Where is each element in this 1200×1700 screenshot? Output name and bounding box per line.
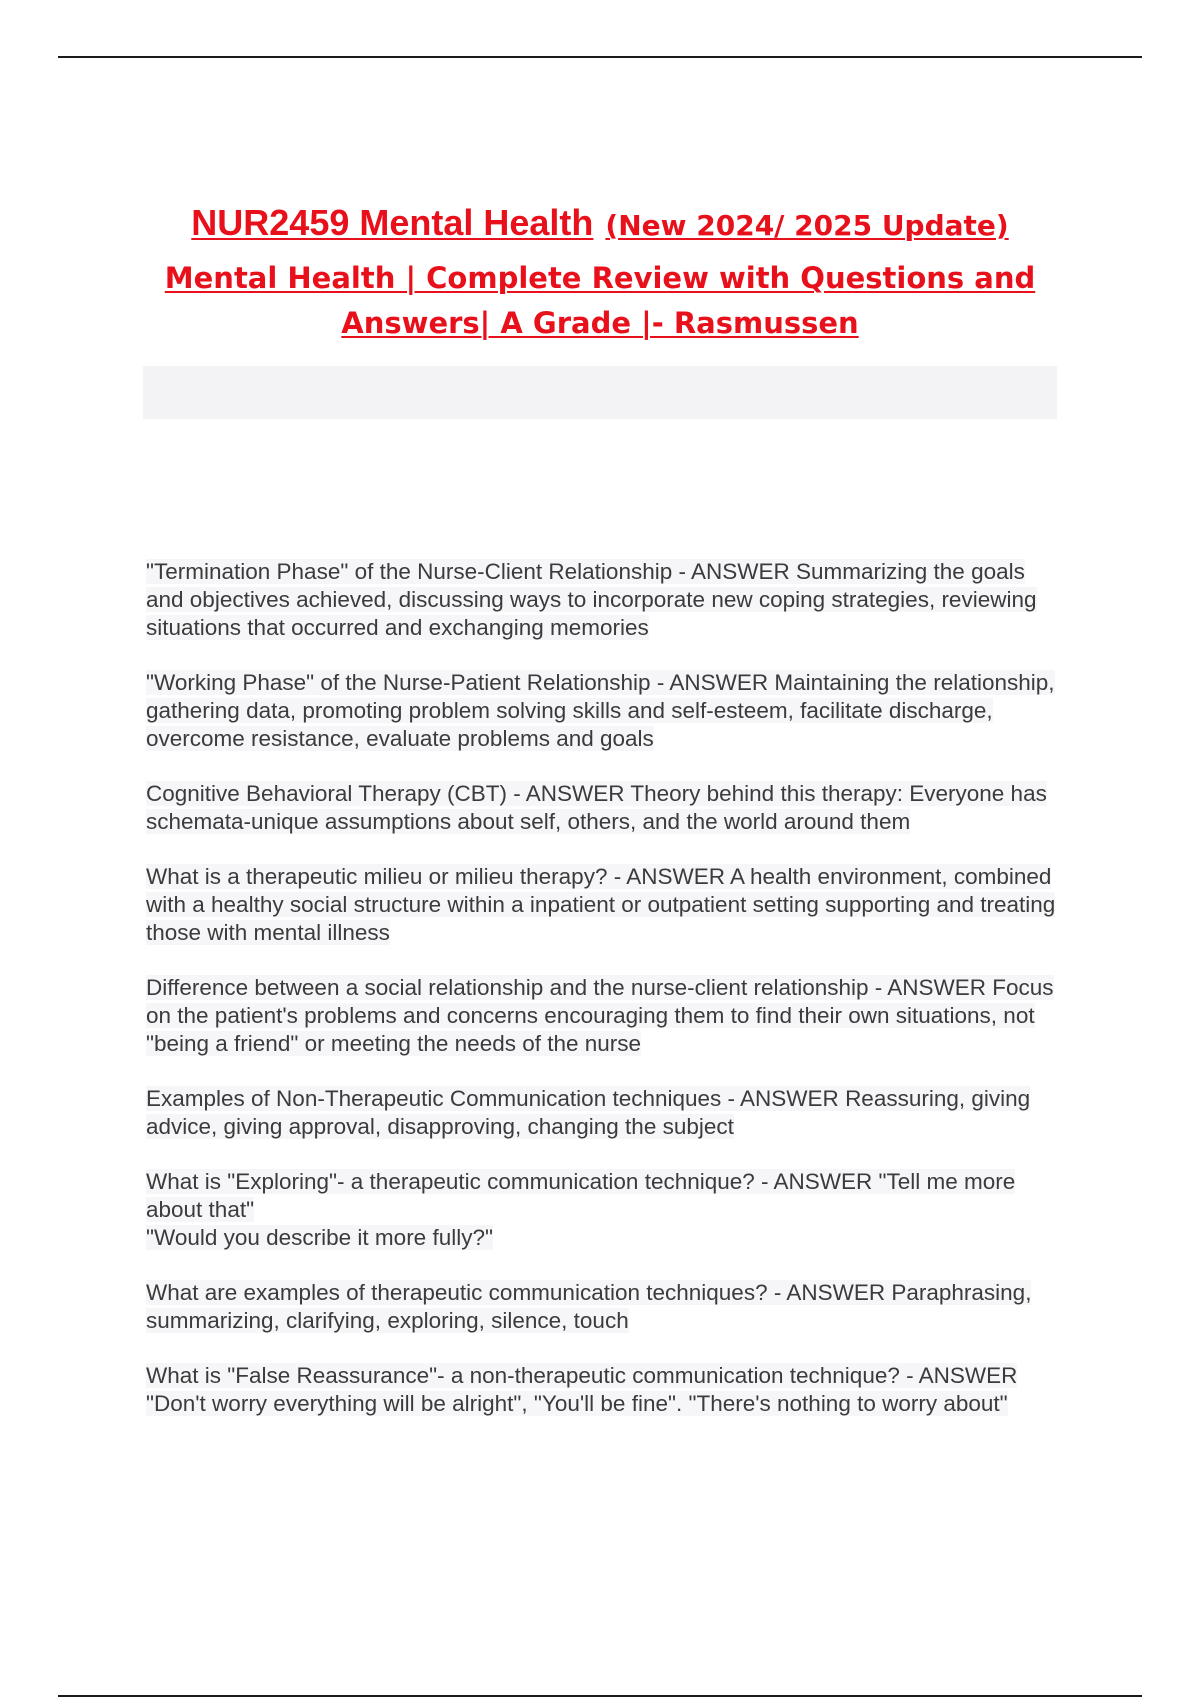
title-update-note: (New 2024/ 2025 Update) <box>605 209 1009 242</box>
qa-answer: Theory behind this therapy: Everyone has schemata-unique assumptions about self, others, and the world around them <box>146 781 1047 834</box>
qa-item-exploring <box>146 1168 1066 1252</box>
qa-item-termination-phase <box>146 558 1066 642</box>
bottom-rule <box>58 1695 1142 1697</box>
qa-answer: "Tell me more about that" "Would you describe it more fully?" <box>146 1169 1016 1250</box>
qa-item-social-vs-nurse-relationship <box>146 974 1066 1058</box>
document-title <box>100 198 1100 346</box>
title-line-3: Answers| A Grade |- Rasmussen <box>341 306 859 340</box>
qa-answer: Paraphrasing, summarizing, clarifying, exploring, silence, touch <box>146 1280 1032 1333</box>
qa-question: "Termination Phase" of the Nurse-Client Relationship - ANSWER <box>146 559 796 584</box>
qa-list <box>146 558 1066 1445</box>
qa-answer: Focus on the patient's problems and concerns encouraging them to find their own situations, not "being a friend" or meeting the needs of the nurse <box>146 975 1054 1056</box>
title-line-2: Mental Health | Complete Review with Questions and <box>164 261 1036 295</box>
qa-question: Examples of Non-Therapeutic Communication techniques - ANSWER <box>146 1086 846 1111</box>
qa-question: Difference between a social relationship and the nurse-client relationship - ANSWER <box>146 975 993 1000</box>
qa-answer: Maintaining the relationship, gathering data, promoting problem solving skills and self-esteem, facilitate discharge, overcome resistance, evaluate problems and goals <box>146 670 1055 751</box>
qa-item-false-reassurance <box>146 1362 1066 1418</box>
qa-item-cbt <box>146 780 1066 836</box>
qa-answer: Summarizing the goals and objectives achieved, discussing ways to incorporate new coping strategies, reviewing situations that occurred and exchanging memories <box>146 559 1037 640</box>
qa-item-therapeutic-examples <box>146 1279 1066 1335</box>
qa-question: What are examples of therapeutic communication techniques? - ANSWER <box>146 1280 892 1305</box>
qa-item-milieu-therapy <box>146 863 1066 947</box>
qa-item-working-phase <box>146 669 1066 753</box>
qa-question: What is "False Reassurance"- a non-therapeutic communication technique? - ANSWER <box>146 1363 1018 1388</box>
top-rule <box>58 56 1142 58</box>
qa-question: "Working Phase" of the Nurse-Patient Relationship - ANSWER <box>146 670 775 695</box>
qa-question: Cognitive Behavioral Therapy (CBT) - ANSWER <box>146 781 631 806</box>
qa-answer: A health environment, combined with a healthy social structure within a inpatient or outpatient setting supporting and treating those with mental illness <box>146 864 1056 945</box>
qa-item-non-therapeutic-examples <box>146 1085 1066 1141</box>
blank-banner <box>143 366 1057 419</box>
qa-answer: Reassuring, giving advice, giving approval, disapproving, changing the subject <box>146 1086 1031 1139</box>
qa-question: What is "Exploring"- a therapeutic communication technique? - ANSWER <box>146 1169 879 1194</box>
qa-question: What is a therapeutic milieu or milieu therapy? - ANSWER <box>146 864 730 889</box>
title-line-1 <box>100 198 1100 256</box>
qa-answer: "Don't worry everything will be alright", "You'll be fine". "There's nothing to worry about" <box>146 1391 1008 1416</box>
title-main: NUR2459 Mental Health <box>191 202 594 243</box>
